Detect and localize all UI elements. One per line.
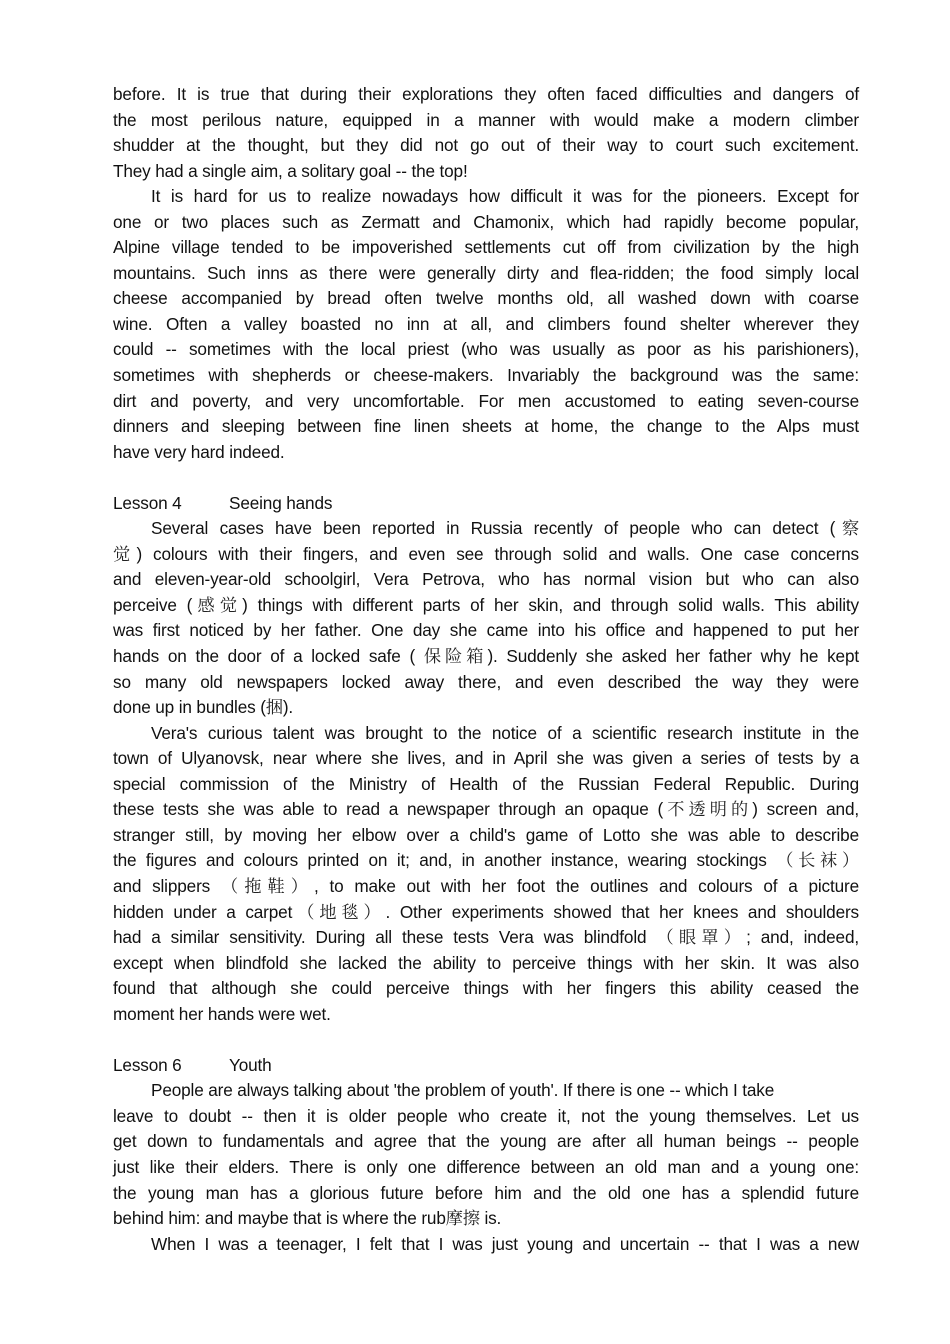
text-line: one or two places such as Zermatt and Chamonix, which had rapidly become popular, [113,211,859,232]
lesson-title: Youth [229,1054,272,1075]
text-line: They had a single aim, a solitary goal -- the top! [113,160,468,181]
text-line: before. It is true that during their explorations they often faced difficulties and dangers of [113,84,859,104]
paragraph [113,1232,859,1258]
section-lesson-4 [113,491,859,1027]
text-line: get down to fundamentals and agree that the young are after all human beings -- people [113,1131,859,1152]
paragraph [113,184,859,465]
text-line: People are always talking about 'the problem of youth'. If there is one -- which I take [151,1080,775,1101]
text-line: had a similar sensitivity. During all these tests Vera was blindfold （眼罩）; and, indeed, [113,927,859,949]
text-line: hands on the door of a locked safe ( 保险箱). Suddenly she asked her father why he kept [113,646,859,668]
text-line: except when blindfold she lacked the ability to perceive things with her skin. It was also [113,952,859,973]
lesson-heading [113,1053,859,1079]
document-page [113,82,859,1257]
text-line: hidden under a carpet（地毯）. Other experiments showed that her knees and shoulders [113,901,859,923]
chinese-gloss: （拖鞋） [220,876,314,897]
text-line: It is hard for us to realize nowadays how difficult it was for the pioneers. Except for [151,186,859,207]
chinese-gloss: 感觉 [192,595,243,616]
text-line: and slippers （拖鞋）, to make out with her foot the outlines and colours of a picture [113,875,859,897]
lesson-title: Seeing hands [229,492,333,513]
paragraph [113,82,859,184]
text-line: special commission of the Ministry of Health of the Russian Federal Republic. During [113,773,859,794]
chinese-gloss: 察 [835,519,859,540]
text-line: Vera's curious talent was brought to the notice of a scientific research institute in the [151,722,859,743]
text-line: cheese accompanied by bread often twelve months old, all washed down with coarse [113,288,859,309]
paragraph [113,516,859,720]
text-line: done up in bundles (捆). [113,697,294,719]
chinese-gloss: 觉 [113,544,137,565]
text-line: could -- sometimes with the local priest (who was usually as poor as his parishioners), [113,339,859,360]
text-line: leave to doubt -- then it is older people who create it, not the young themselves. Let us [113,1105,859,1126]
text-line: moment her hands were wet. [113,1003,331,1024]
text-line: mountains. Such inns as there were generally dirty and flea-ridden; the food simply local [113,262,859,283]
text-line: stranger still, by moving her elbow over a child's game of Lotto she was able to describe [113,824,859,845]
text-line: dinners and sleeping between fine linen sheets at home, the change to the Alps must [113,416,859,437]
paragraph [113,1078,859,1231]
text-line: behind him: and maybe that is where the rub摩擦 is. [113,1208,502,1230]
text-line: and eleven-year-old schoolgirl, Vera Petrova, who has normal vision but who can also [113,569,859,590]
text-line: Several cases have been reported in Russia recently of people who can detect (察 [151,518,859,540]
lesson-number: Lesson 6 [113,1054,182,1075]
text-line: the young man has a glorious future before him and the old one has a splendid future [113,1182,859,1203]
section-spacer [113,1027,859,1053]
text-line: Alpine village tended to be impoverished settlements cut off from civilization by the high [113,237,859,258]
text-line: these tests she was able to read a newspaper through an opaque (不透明的) screen and, [113,799,859,821]
text-line: town of Ulyanovsk, near where she lives, and in April she was given a series of tests by a [113,748,859,769]
chinese-gloss: （长袜） [776,851,859,872]
chinese-gloss: 摩擦 [445,1209,480,1230]
text-line: sometimes with shepherds or cheese-makers. Invariably the background was the same: [113,365,859,386]
lesson-number: Lesson 4 [113,492,182,513]
chinese-gloss: 捆 [265,698,283,719]
text-line: have very hard indeed. [113,441,285,462]
text-line: the figures and colours printed on it; and, in another instance, wearing stockings （长袜） [113,850,859,872]
lesson-heading [113,491,859,517]
chinese-gloss: 不透明的 [663,800,753,821]
text-line: perceive (感觉) things with different parts of her skin, and through solid walls. This ability [113,594,859,616]
chinese-gloss: （地毯） [292,902,386,923]
text-line: just like their elders. There is only one difference between an old man and a young one: [113,1156,859,1177]
section-continuation [113,82,859,465]
paragraph [113,721,859,1028]
text-line: When I was a teenager, I felt that I was just young and uncertain -- that I was a new [151,1233,859,1254]
text-line: found that although she could perceive things with her fingers this ability ceased the [113,978,859,999]
text-line: dirt and poverty, and very uncomfortable. For men accustomed to eating seven-course [113,390,859,411]
text-line: wine. Often a valley boasted no inn at all, and climbers found shelter wherever they [113,313,859,334]
chinese-gloss: （眼罩） [656,928,747,949]
text-line: was first noticed by her father. One day she came into his office and happened to put her [113,620,859,641]
section-lesson-6 [113,1053,859,1257]
text-line: 觉) colours with their fingers, and even see through solid and walls. One case concerns [113,543,859,565]
section-spacer [113,465,859,491]
text-line: the most perilous nature, equipped in a manner with would make a modern climber [113,109,859,130]
text-line: shudder at the thought, but they did not go out of their way to court such excitement. [113,135,859,156]
text-line: so many old newspapers locked away there, and even described the way they were [113,671,859,692]
chinese-gloss: 保险箱 [423,647,488,668]
